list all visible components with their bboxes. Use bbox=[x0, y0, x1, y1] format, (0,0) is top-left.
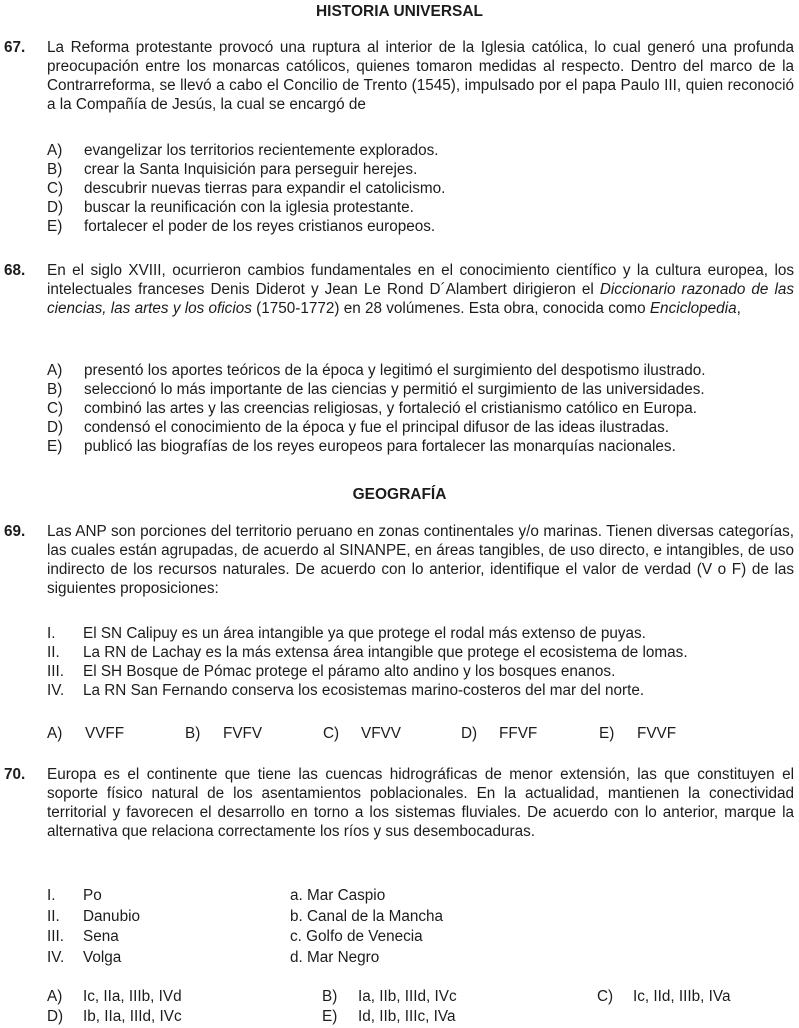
question-number-69: 69. bbox=[4, 523, 26, 540]
option-text: FVFV bbox=[223, 725, 263, 742]
options-row bbox=[47, 1007, 731, 1027]
section-title-historia: HISTORIA UNIVERSAL bbox=[315, 3, 484, 20]
option-text: crear la Santa Inquisición para perseguir herejes. bbox=[84, 161, 418, 178]
option-text: FFVF bbox=[499, 725, 538, 742]
stem-italic-title: Enciclopedia bbox=[649, 300, 737, 317]
option-text: publicó las biografías de los reyes europeos para fortalecer las monarquías nacionales. bbox=[84, 438, 676, 455]
options-69 bbox=[47, 724, 787, 743]
proposition-69-ii bbox=[47, 643, 797, 662]
option-67-e[interactable] bbox=[47, 217, 797, 236]
option-letter: C) bbox=[47, 180, 64, 197]
question-stem-69: Las ANP son porciones del territorio peruano en zonas continentales y/o marinas. Tienen diversas categorías, las cuales están agrupadas, de acuerdo al SINANPE, en áreas tangibles, de uso directo, e intangibles, de uso indirecto de los recursos naturales. De acuerdo con lo anterior, identifique el valor de verdad (V o F) de las siguientes proposiciones: bbox=[47, 523, 794, 597]
option-70-e[interactable] bbox=[322, 1007, 597, 1027]
option-70-c[interactable] bbox=[597, 987, 731, 1007]
rivers-matching-table bbox=[47, 886, 443, 968]
river-number: I. bbox=[47, 887, 56, 904]
option-text: Ic, IId, IIIb, IVa bbox=[633, 988, 731, 1005]
option-text: VVFF bbox=[85, 725, 125, 742]
option-letter: C) bbox=[323, 725, 340, 742]
river-name: Volga bbox=[83, 948, 122, 966]
option-text: descubrir nuevas tierras para expandir el catolicismo. bbox=[84, 180, 446, 197]
option-letter: E) bbox=[47, 218, 63, 235]
question-stem-68 bbox=[47, 261, 794, 318]
option-68-e[interactable] bbox=[47, 437, 797, 456]
option-70-a[interactable] bbox=[47, 987, 322, 1007]
option-text: seleccionó lo más importante de las ciencias y permitió el surgimiento de las universidades. bbox=[84, 381, 705, 398]
options-67 bbox=[47, 141, 797, 236]
proposition-text: El SN Calipuy es un área intangible ya que protege el rodal más extenso de puyas. bbox=[83, 625, 646, 642]
river-row bbox=[47, 948, 443, 969]
river-row bbox=[47, 927, 443, 948]
option-text: Ib, IIa, IIId, IVc bbox=[83, 1007, 182, 1025]
options-row bbox=[47, 987, 731, 1007]
option-69-a[interactable] bbox=[47, 724, 185, 743]
option-letter: B) bbox=[322, 988, 338, 1005]
proposition-69-iii bbox=[47, 662, 797, 681]
river-name: Po bbox=[83, 887, 102, 904]
option-67-c[interactable] bbox=[47, 179, 797, 198]
option-text: condensó el conocimiento de la época y fue el principal difusor de las ideas ilustradas. bbox=[84, 419, 670, 436]
proposition-69-i bbox=[47, 624, 797, 643]
proposition-text: El SH Bosque de Pómac protege el páramo alto andino y los bosques enanos. bbox=[83, 663, 616, 680]
option-69-d[interactable] bbox=[461, 724, 599, 743]
option-letter: E) bbox=[47, 438, 63, 455]
option-letter: D) bbox=[47, 1007, 64, 1025]
river-number: II. bbox=[47, 907, 60, 925]
option-letter: D) bbox=[47, 199, 64, 216]
proposition-number: II. bbox=[47, 644, 60, 661]
option-letter: C) bbox=[597, 988, 614, 1005]
option-letter: E) bbox=[322, 1007, 338, 1025]
question-number-67: 67. bbox=[4, 39, 26, 56]
river-number: III. bbox=[47, 928, 64, 946]
river-number: IV. bbox=[47, 948, 65, 966]
option-text: fortalecer el poder de los reyes cristianos europeos. bbox=[84, 218, 436, 235]
river-name: Sena bbox=[83, 928, 119, 946]
option-letter: E) bbox=[599, 725, 615, 742]
option-letter: A) bbox=[47, 725, 63, 742]
options-68 bbox=[47, 361, 797, 456]
option-text: Id, IIb, IIIc, IVa bbox=[358, 1007, 456, 1025]
question-number-68: 68. bbox=[4, 262, 26, 279]
proposition-69-iv bbox=[47, 681, 797, 700]
option-68-b[interactable] bbox=[47, 380, 797, 399]
river-mouth: b. Canal de la Mancha bbox=[290, 907, 444, 925]
river-row bbox=[47, 886, 443, 907]
question-number-70: 70. bbox=[4, 766, 26, 783]
river-mouth: c. Golfo de Venecia bbox=[290, 928, 423, 946]
stem-italic-title: Diccionario razonado de las ciencias, las artes y los oficios bbox=[47, 281, 794, 317]
river-mouth: a. Mar Caspio bbox=[290, 887, 386, 904]
option-68-a[interactable] bbox=[47, 361, 797, 380]
proposition-text: La RN de Lachay es la más extensa área intangible que protege el ecosistema de lomas. bbox=[83, 644, 688, 661]
option-letter: B) bbox=[185, 725, 201, 742]
propositions-69 bbox=[47, 624, 797, 700]
option-70-b[interactable] bbox=[322, 987, 597, 1007]
option-69-b[interactable] bbox=[185, 724, 323, 743]
option-68-d[interactable] bbox=[47, 418, 797, 437]
option-69-c[interactable] bbox=[323, 724, 461, 743]
option-text: buscar la reunificación con la iglesia protestante. bbox=[84, 199, 414, 216]
option-letter: B) bbox=[47, 381, 63, 398]
option-68-c[interactable] bbox=[47, 399, 797, 418]
stem-text: En el siglo XVIII, ocurrieron cambios fundamentales en el conocimiento científico y la cultura europea, los intelectuales franceses Denis Diderot y Jean Le Rond D´Alambert dirigieron el bbox=[47, 262, 794, 298]
option-text: Ic, IIa, IIIb, IVd bbox=[83, 988, 182, 1005]
question-stem-67: La Reforma protestante provocó una ruptura al interior de la Iglesia católica, lo cual generó una profunda preocupación entre los monarcas católicos, quienes tomaron medidas al respecto. Dentro del marco de la Contrarreforma, se llevó a cabo el Concilio de Trento (1545), impulsado por el papa Paulo III, quien reconoció a la Compañía de Jesús, la cual se encargó de bbox=[47, 39, 794, 113]
proposition-number: IV. bbox=[47, 682, 65, 699]
option-67-a[interactable] bbox=[47, 141, 797, 160]
option-letter: A) bbox=[47, 988, 63, 1005]
options-70 bbox=[47, 987, 731, 1026]
question-stem-70: Europa es el continente que tiene las cuencas hidrográficas de menor extensión, las que constituyen el soporte físico natural de los asentamientos poblacionales. En la actualidad, mantienen la conectividad territorial y favorecen el desarrollo en torno a los sistemas fluviales. De acuerdo con lo anterior, marque la alternativa que relaciona correctamente los ríos y sus desembocaduras. bbox=[47, 766, 794, 840]
option-text: evangelizar los territorios recientemente explorados. bbox=[84, 142, 439, 159]
option-letter: A) bbox=[47, 362, 63, 379]
option-letter: A) bbox=[47, 142, 63, 159]
option-text: presentó los aportes teóricos de la época y legitimó el surgimiento del despotismo ilustrado. bbox=[84, 362, 706, 379]
proposition-number: I. bbox=[47, 625, 56, 642]
option-text: Ia, IIb, IIId, IVc bbox=[358, 988, 457, 1005]
option-67-d[interactable] bbox=[47, 198, 797, 217]
option-letter: B) bbox=[47, 161, 63, 178]
option-69-e[interactable] bbox=[599, 724, 676, 743]
proposition-text: La RN San Fernando conserva los ecosistemas marino-costeros del mar del norte. bbox=[83, 682, 645, 699]
option-letter: C) bbox=[47, 400, 64, 417]
section-title-geografia: GEOGRAFÍA bbox=[352, 486, 447, 503]
stem-text: (1750-1772) en 28 volúmenes. Esta obra, conocida como bbox=[251, 300, 650, 317]
option-letter: D) bbox=[461, 725, 478, 742]
option-67-b[interactable] bbox=[47, 160, 797, 179]
proposition-number: III. bbox=[47, 663, 64, 680]
stem-text: , bbox=[736, 300, 741, 317]
option-70-d[interactable] bbox=[47, 1007, 322, 1027]
option-text: combinó las artes y las creencias religiosas, y fortaleció el cristianismo católico en Europa. bbox=[84, 400, 697, 417]
option-letter: D) bbox=[47, 419, 64, 436]
option-text: VFVV bbox=[361, 725, 401, 742]
river-row bbox=[47, 907, 443, 928]
river-name: Danubio bbox=[83, 907, 140, 925]
option-text: FVVF bbox=[637, 725, 677, 742]
river-mouth: d. Mar Negro bbox=[290, 948, 380, 966]
